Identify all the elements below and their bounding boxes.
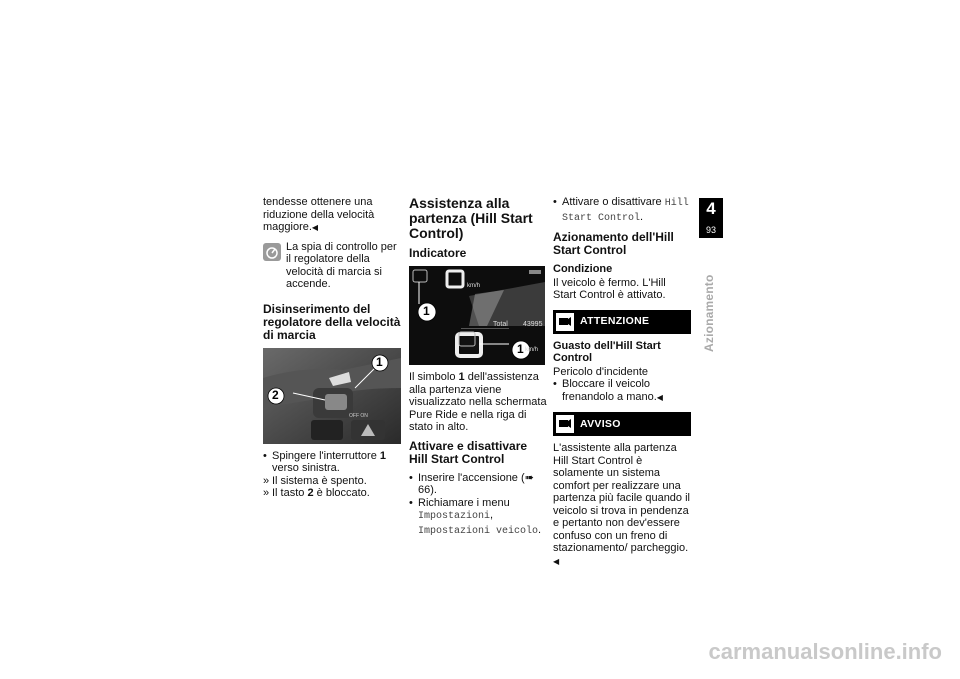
notice-text: L'assistente alla partenza Hill Start Control è solamente un sistema comfort per realizzare una partenza più facile quando il veicolo si trova in pendenza e pertanto non dev'essere confuso con un freno di stazionamento/ parcheggio.◀ (553, 442, 691, 568)
page-number: 93 (705, 225, 716, 235)
menu-name: Impostazioni veicolo (418, 525, 539, 537)
cruise-control-lamp-icon (263, 243, 281, 261)
step-item: • Spingere l'interruttore 1 verso sinistra. (263, 450, 401, 475)
section-heading-toggle: Attivare e disattivare Hill Start Control (409, 438, 528, 466)
toggle-steps-list (409, 472, 547, 539)
condition-text: Il veicolo è fermo. L'Hill Start Control è attivato. (553, 276, 666, 301)
warning-steps (553, 378, 691, 404)
dash-speed-unit-2: km/h (525, 347, 539, 353)
menu-name: Impostazioni (418, 511, 491, 522)
photo-callout-2: 2 (272, 387, 279, 402)
intro-text: tendesse ottenere una riduzione della velocità maggiore.◀ (263, 196, 375, 233)
dash-total-value: 43995 (523, 321, 543, 328)
step-item: • Bloccare il veicolo frenandolo a mano.◀ (553, 378, 691, 404)
warning-title: Guasto dell'Hill Start Control (553, 339, 661, 364)
indicator-note (263, 241, 401, 297)
section-label: Azionamento (702, 274, 716, 352)
section-heading-cruise-off: Disinserimento del regolatore della velocità di marcia (263, 301, 401, 342)
end-mark-icon: ◀ (656, 392, 663, 402)
dash-total-label: Total (493, 321, 508, 328)
steps-list (263, 450, 401, 475)
notice-label: AVVISO (580, 417, 621, 430)
photo-switch-label: OFF ON (349, 412, 368, 419)
warning-subtitle: Pericolo d'incidente (553, 365, 649, 378)
end-mark-icon: ◀ (311, 223, 319, 232)
chapter-number: 4 (706, 199, 716, 218)
dash-callout-1: 1 (423, 304, 430, 318)
step-item: • Inserire l'accensione (➠ 66). (409, 472, 547, 497)
results-list (263, 475, 401, 500)
dashboard-display-image (409, 266, 545, 365)
warning-label: ATTENZIONE (580, 315, 650, 328)
result-item: » Il sistema è spento. (263, 475, 401, 488)
subheading-indicator: Indicatore (409, 246, 467, 260)
menu-name: Hill Start Control (562, 198, 689, 224)
section-heading-hill-start: Assistenza alla partenza (Hill Start Control) (409, 195, 533, 241)
step-item: • Attivare o disattivare Hill Start Control. (553, 196, 691, 225)
column-3 (553, 196, 691, 574)
indicator-description: Il simbolo 1 dell'assistenza alla partenza viene visualizzato nella schermata Pure Ride e nella riga di stato in alto. (409, 371, 547, 433)
notice-icon (556, 415, 574, 433)
page-reference-link[interactable]: ➠ 66 (418, 471, 534, 496)
toggle-steps-continued (553, 196, 691, 225)
column-2 (409, 196, 547, 538)
watermark-text: carmanualsonline.info (708, 639, 942, 664)
notice-banner (553, 412, 691, 436)
indicator-text: La spia di controllo per il regolatore della velocità di marcia si accende. (286, 240, 397, 290)
warning-banner (553, 310, 691, 334)
chapter-tab (699, 198, 723, 238)
handlebar-switch-photo (263, 348, 401, 444)
end-mark-icon: ◀ (553, 556, 560, 566)
section-heading-operation: Azionamento dell'Hill Start Control (553, 230, 674, 257)
warning-icon (556, 313, 574, 331)
result-item: » Il tasto 2 è bloccato. (263, 487, 401, 500)
dash-callout-1b: 1 (517, 342, 524, 356)
photo-callout-1: 1 (376, 354, 383, 369)
step-item: • Richiamare i menu Impostazioni, Impostazioni veicolo. (409, 497, 547, 539)
dash-speed-unit: km/h (467, 283, 481, 289)
condition-heading: Condizione (553, 263, 613, 275)
column-1 (263, 196, 401, 500)
